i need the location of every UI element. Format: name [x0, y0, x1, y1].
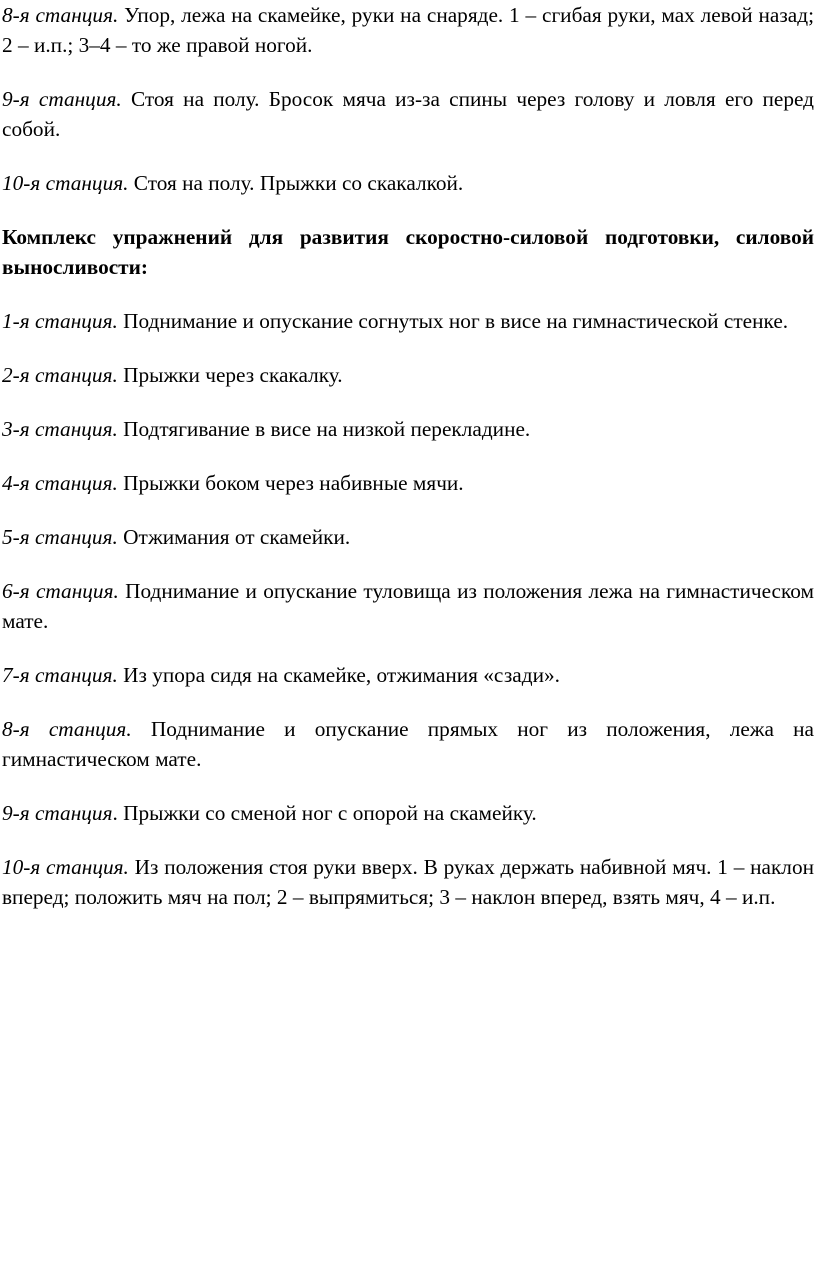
station-label: 9-я станция. — [2, 87, 122, 111]
section-heading: Комплекс упражнений для развития скоростно-силовой подготовки, силовой выносливости: — [2, 225, 814, 279]
station-label: 10-я станция. — [2, 171, 129, 195]
complex-station-4-paragraph — [2, 468, 814, 498]
complex-station-1-paragraph — [2, 306, 814, 336]
complex-station-8-paragraph — [2, 714, 814, 774]
station-label: 9-я станция — [2, 801, 113, 825]
station-label: 2-я станция. — [2, 363, 118, 387]
station-description: Из упора сидя на скамейке, отжимания «сзади». — [117, 663, 560, 687]
station-label: 4-я станция. — [2, 471, 118, 495]
station-label: 8-я станция. — [2, 717, 132, 741]
station-description: . Прыжки со сменой ног с опорой на скамейку. — [112, 801, 537, 825]
station-label: 5-я станция. — [2, 525, 118, 549]
station-description: Поднимание и опускание туловища из положения лежа на гимнастическом мате. — [2, 579, 814, 633]
station-label: 6-я станция. — [2, 579, 119, 603]
station-label: 1-я станция. — [2, 309, 118, 333]
station-10-paragraph — [2, 168, 814, 198]
station-8-paragraph — [2, 0, 814, 60]
station-description: Стоя на полу. Бросок мяча из-за спины через голову и ловля его перед собой. — [2, 87, 814, 141]
complex-station-5-paragraph — [2, 522, 814, 552]
station-description: Поднимание и опускание прямых ног из положения, лежа на гимнастическом мате. — [2, 717, 814, 771]
station-description: Упор, лежа на скамейке, руки на снаряде. 1 – сгибая руки, мах левой назад; 2 – и.п.; 3–4 – то же правой ногой. — [2, 3, 814, 57]
complex-station-3-paragraph — [2, 414, 814, 444]
complex-station-7-paragraph — [2, 660, 814, 690]
complex-station-6-paragraph — [2, 576, 814, 636]
station-description: Отжимания от скамейки. — [117, 525, 351, 549]
station-label: 7-я станция. — [2, 663, 118, 687]
station-description: Подтягивание в висе на низкой перекладине. — [117, 417, 531, 441]
complex-station-9-paragraph — [2, 798, 814, 828]
station-description: Прыжки через скакалку. — [117, 363, 343, 387]
station-description: Прыжки боком через набивные мячи. — [117, 471, 464, 495]
station-description: Поднимание и опускание согнутых ног в висе на гимнастической стенке. — [117, 309, 789, 333]
station-description: Стоя на полу. Прыжки со скакалкой. — [128, 171, 464, 195]
document-text — [2, 0, 814, 936]
complex-station-2-paragraph — [2, 360, 814, 390]
station-label: 10-я станция. — [2, 855, 129, 879]
complex-station-10-paragraph — [2, 852, 814, 912]
station-label: 3-я станция. — [2, 417, 118, 441]
station-label: 8-я станция. — [2, 3, 119, 27]
station-description: Из положения стоя руки вверх. В руках держать набивной мяч. 1 – наклон вперед; положить мяч на пол; 2 – выпрямиться; 3 – наклон вперед, взять мяч, 4 – и.п. — [2, 855, 814, 909]
station-9-paragraph — [2, 84, 814, 144]
